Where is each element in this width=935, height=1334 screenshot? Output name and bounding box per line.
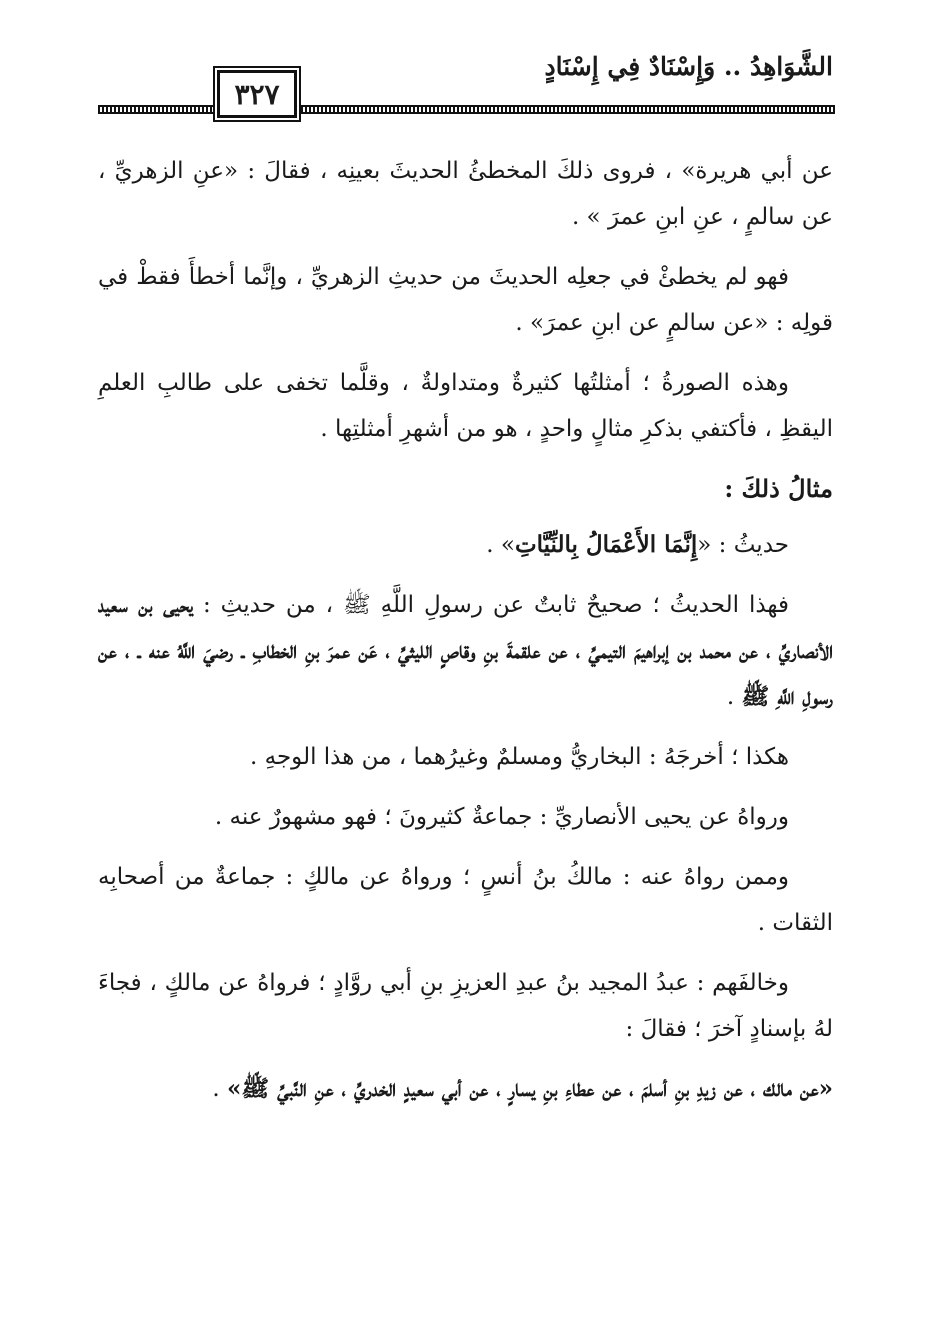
paragraph	[98, 734, 833, 780]
quote-prefix: حديثُ : «	[697, 532, 789, 558]
hadith-quote	[98, 522, 833, 568]
section-heading-text: مثالُ ذلكَ :	[724, 474, 833, 503]
isnad-chain: «عن مالك ، عن زيدِ بنِ أسلمَ ، عن عطاءِ بنِ يسارٍ ، عن أبي سعيدٍ الخدريِّ ، عنِ النَّبيِّ ﷺ»	[226, 1075, 833, 1102]
paragraph-text: فهو لم يخطئْ في جعلِه الحديثَ من حديثِ الزهريِّ ، وإنَّما أخطأَ فقطْ في قولِه : «عن سالمٍ عن ابنِ عمرَ» .	[98, 264, 833, 336]
quote-suffix: » .	[486, 532, 515, 558]
hadith-text: إِنَّمَا الأَعْمَالُ بِالنِّيَّاتِ	[514, 531, 698, 558]
running-title: الشَّوَاهِدُ .. وَإِسْنَادٌ فِي إِسْنَادٍ	[544, 52, 833, 81]
isnad-quote	[98, 1066, 833, 1112]
paragraph-end: .	[726, 684, 742, 710]
paragraph	[98, 254, 833, 346]
paragraph	[98, 360, 833, 452]
paragraph-end: .	[212, 1076, 227, 1102]
paragraph-text: فهذا الحديثُ ؛ صحيحٌ ثابتٌ عن رسولِ اللَّهِ ﷺ ، من حديثِ :	[202, 592, 789, 618]
page-number: ٣٢٧	[217, 70, 297, 118]
body-text	[98, 148, 833, 1126]
isnad-chain: يحيى بن سعيد الأنصاريِّ ، عن محمد بن إبراهيمَ التيميِّ ، عن علقمةَ بنِ وقاصٍ الليثيِّ ، عَن عمرَ بنِ الخطابِ ـ رضيَ اللَّهُ عنه ـ ، عن رسولِ اللَّهِ ﷺ	[98, 591, 833, 710]
paragraph-text: عن أبي هريرة» ، فروى ذلكَ المخطئُ الحديثَ بعينِه ، فقالَ : «عنِ الزهريِّ ، عن سالمٍ ، عنِ ابنِ عمرَ » .	[98, 158, 833, 230]
header-rule-right	[301, 105, 835, 114]
paragraph	[98, 148, 833, 240]
paragraph	[98, 960, 833, 1052]
paragraph	[98, 582, 833, 720]
paragraph	[98, 794, 833, 840]
paragraph	[98, 854, 833, 946]
paragraph-text: ورواهُ عن يحيى الأنصاريِّ : جماعةٌ كثيرونَ ؛ فهو مشهورٌ عنه .	[214, 804, 789, 830]
paragraph-text: هكذا ؛ أخرجَهُ : البخاريُّ ومسلمٌ وغيرُهما ، من هذا الوجهِ .	[250, 744, 789, 770]
paragraph-text: وهذه الصورةُ ؛ أمثلتُها كثيرةٌ ومتداولةٌ ، وقلَّما تخفى على طالبِ العلمِ اليقظِ ، فأكتفي بذكرِ مثالٍ واحدٍ ، هو من أشهرِ أمثلتِها .	[98, 370, 833, 442]
header-rule-left	[98, 105, 214, 114]
section-heading	[98, 466, 833, 512]
paragraph-text: وخالفَهم : عبدُ المجيد بنُ عبدِ العزيزِ بنِ أبي روَّادٍ ؛ فرواهُ عن مالكٍ ، فجاءَ لهُ بإسنادٍ آخرَ ؛ فقالَ :	[98, 970, 833, 1042]
paragraph-text: وممن رواهُ عنه : مالكُ بنُ أنسٍ ؛ ورواهُ عن مالكٍ : جماعةٌ من أصحابِه الثقات .	[98, 864, 833, 936]
